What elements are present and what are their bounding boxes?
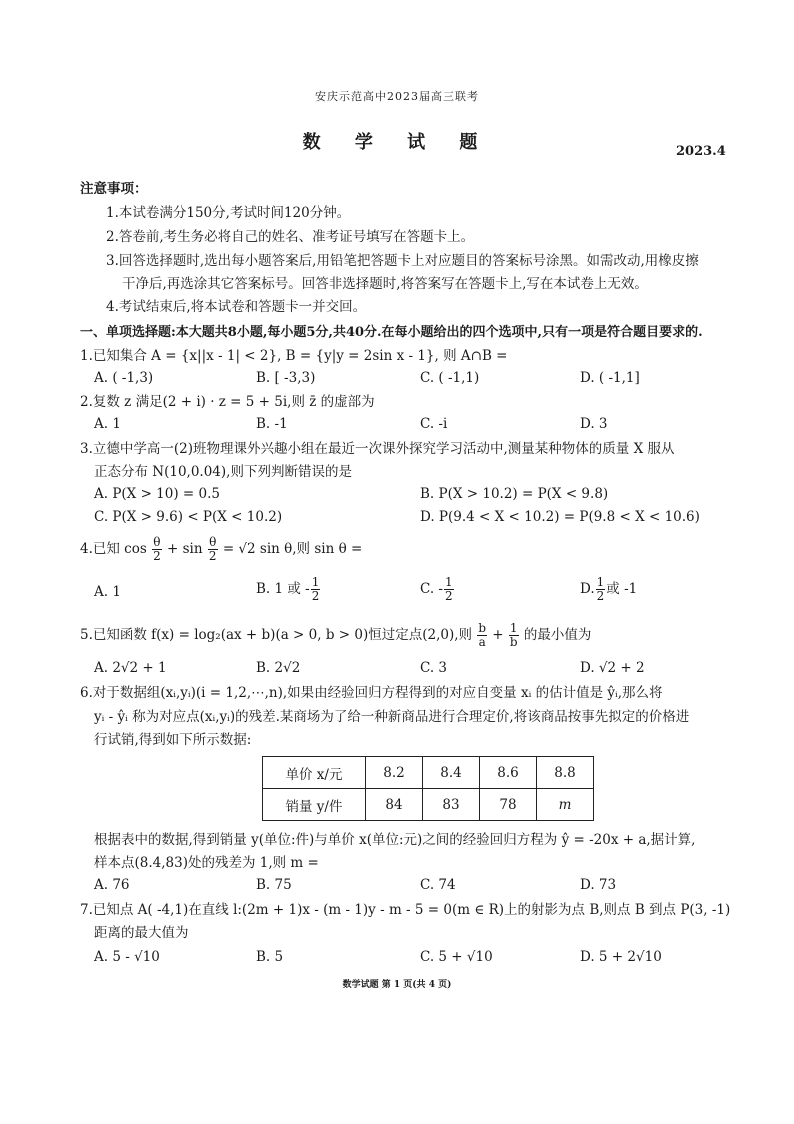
question-7-line1: 7.已知点 A( -4,1)在直线 l:(2m + 1)x - (m - 1)y - m - 5 = 0(m ∈ R)上的射影为点 B,则点 B 到点 P(3, -1) (80, 902, 731, 918)
frac-num: 1 (311, 575, 320, 589)
q2-option-c: C. -i (420, 416, 448, 432)
note-item-3-cont: 干净后,再选涂其它答案标号。回答非选择题时,将答案写在答题卡上,写在本试卷上无效。 (122, 276, 648, 292)
table-cell: 8.2 (366, 757, 423, 789)
q4-c-text: C. - (420, 581, 443, 597)
q4-option-c (420, 576, 455, 603)
frac-den: 2 (596, 589, 605, 603)
q4-prefix: 4.已知 cos (80, 541, 147, 557)
frac-num: 1 (509, 621, 518, 635)
q1-option-c: C. ( -1,1) (420, 370, 480, 386)
q7-option-a: A. 5 - √10 (94, 949, 160, 965)
note-item-3: 3.回答选择题时,选出每小题答案后,用铅笔把答题卡上对应题目的答案标号涂黑。如需改动,用橡皮擦 (106, 253, 699, 269)
frac-den: a (478, 635, 486, 649)
price-sales-table (262, 756, 594, 821)
note-item-1: 1.本试卷满分150分,考试时间120分钟。 (106, 205, 351, 221)
q5-plus: + (492, 627, 504, 643)
section-heading: 一、单项选择题:本大题共8小题,每小题5分,共40分.在每小题给出的四个选项中,只有一项是符合题目要求的. (80, 325, 703, 340)
q3-option-c: C. P(X > 9.6) < P(X < 10.2) (94, 509, 283, 525)
frac-den: 2 (445, 589, 453, 603)
q2-option-b: B. -1 (256, 416, 288, 432)
table-header-cell: 单价 x/元 (263, 757, 366, 789)
frac-den: b (509, 635, 518, 649)
question-6-line3: 行试销,得到如下所示数据: (94, 732, 252, 748)
note-item-2: 2.答卷前,考生务必将自己的姓名、准考证号填写在答题卡上。 (106, 229, 475, 245)
q4-option-a: A. 1 (94, 584, 121, 600)
q6-option-b: B. 75 (256, 877, 292, 893)
q6-option-c: C. 74 (420, 877, 456, 893)
question-1-stem: 1.已知集合 A = {x||x - 1| < 2}, B = {y|y = 2sin x - 1}, 则 A∩B = (80, 348, 508, 364)
q5-option-d: D. √2 + 2 (580, 660, 645, 676)
q5-frac-b-over-a (477, 622, 487, 649)
question-7-line2: 距离的最大值为 (94, 925, 189, 941)
q4-half-theta-2 (208, 536, 218, 563)
table-cell: 8.8 (537, 757, 594, 789)
q4-d-label: D. (580, 581, 595, 597)
question-6-line4: 根据表中的数据,得到销量 y(单位:件)与单价 x(单位:元)之间的经验回归方程为 ŷ = -20x + a,据计算, (94, 832, 696, 848)
subject-title: 数 学 试 题 (302, 132, 492, 153)
q5-option-a: A. 2√2 + 1 (94, 660, 167, 676)
q7-option-c: C. 5 + √10 (420, 949, 493, 965)
q3-option-d: D. P(9.4 < X < 10.2) = P(9.8 < X < 10.6) (420, 509, 700, 525)
table-row (263, 789, 594, 821)
q5-option-b: B. 2√2 (256, 660, 301, 676)
question-2-stem: 2.复数 z 满足(2 + i) · z = 5 + 5i,则 z̄ 的虚部为 (80, 394, 375, 410)
q4-half-theta-1 (152, 536, 162, 563)
q5-option-c: C. 3 (420, 660, 448, 676)
q4-b-text: B. 1 或 - (256, 581, 310, 597)
q4-suffix: = √2 sin θ,则 sin θ = (222, 541, 363, 557)
q4-d-frac (596, 576, 606, 603)
table-cell: m (537, 789, 594, 821)
q3-option-a: A. P(X > 10) = 0.5 (94, 486, 220, 502)
frac-num: 1 (596, 575, 605, 589)
q2-option-a: A. 1 (94, 416, 121, 432)
table-cell: 8.6 (480, 757, 537, 789)
exam-title: 安庆示范高中2023届高三联考 (315, 90, 479, 103)
question-3-stem-line1: 3.立德中学高一(2)班物理课外兴趣小组在最近一次课外探究学习活动中,测量某种物体的质量 X 服从 (80, 441, 675, 457)
table-header-cell: 销量 y/件 (263, 789, 366, 821)
q4-option-d (580, 576, 637, 603)
frac-den: 2 (311, 589, 320, 603)
q1-option-b: B. [ -3,3) (256, 370, 316, 386)
q4-option-b (256, 576, 321, 603)
q5-prefix: 5.已知函数 f(x) = log₂(ax + b)(a > 0, b > 0)恒过定点(2,0),则 (80, 627, 473, 643)
frac-num: θ (153, 535, 161, 549)
q4-d-text: 或 -1 (606, 581, 638, 597)
exam-date: 2023.4 (676, 144, 726, 159)
notes-heading: 注意事项： (80, 181, 148, 197)
q1-option-d: D. ( -1,1] (580, 370, 640, 386)
table-cell: 83 (423, 789, 480, 821)
q6-option-d: D. 73 (580, 877, 617, 893)
question-6-line1: 6.对于数据组(xᵢ,yᵢ)(i = 1,2,⋯,n),如果由经验回归方程得到的对应自变量 xᵢ 的估计值是 ŷᵢ,那么将 (80, 685, 663, 701)
question-4-stem (80, 536, 362, 563)
table-cell: 84 (366, 789, 423, 821)
page-footer: 数学试题 第 1 页(共 4 页) (342, 980, 452, 990)
frac-num: θ (209, 535, 217, 549)
q7-option-b: B. 5 (256, 949, 284, 965)
q4-mid: + sin (167, 541, 203, 557)
q4-b-frac (311, 576, 321, 603)
frac-den: 2 (208, 549, 217, 563)
q5-frac-1-over-b (509, 622, 519, 649)
question-6-line5: 样本点(8.4,83)处的残差为 1,则 m = (94, 855, 319, 871)
q3-option-b: B. P(X > 10.2) = P(X < 9.8) (420, 486, 609, 502)
table-row (263, 757, 594, 789)
question-3-stem-line2: 正态分布 N(10,0.04),则下列判断错误的是 (94, 464, 352, 480)
table-cell: 8.4 (423, 757, 480, 789)
question-6-line2: yᵢ - ŷᵢ 称为对应点(xᵢ,yᵢ)的残差.某商场为了给一种新商品进行合理定价,将该商品按事先拟定的价格进 (94, 709, 690, 725)
q1-option-a: A. ( -1,3) (94, 370, 154, 386)
q4-c-frac (444, 576, 454, 603)
q2-option-d: D. 3 (580, 416, 608, 432)
frac-num: b (478, 621, 486, 635)
table-cell: 78 (480, 789, 537, 821)
frac-num: 1 (445, 575, 453, 589)
q5-suffix: 的最小值为 (523, 627, 592, 643)
note-item-4: 4.考试结束后,将本试卷和答题卡一并交回。 (106, 299, 367, 315)
question-5-stem (80, 622, 591, 649)
frac-den: 2 (153, 549, 161, 563)
q7-option-d: D. 5 + 2√10 (580, 949, 662, 965)
q6-option-a: A. 76 (94, 877, 130, 893)
